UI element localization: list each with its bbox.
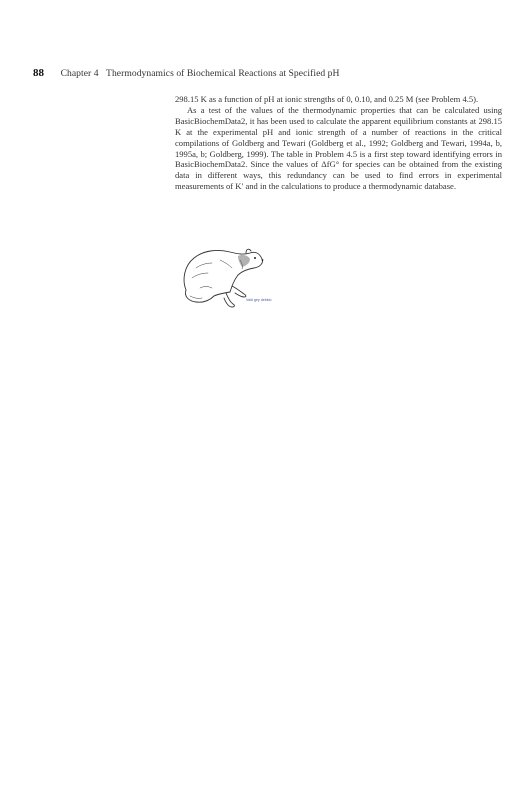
body-text bbox=[175, 94, 502, 192]
figure-caption: Vald gey debido bbox=[246, 298, 272, 302]
paragraph: As a test of the values of the thermodynamic properties that can be calculated using BasicBiochemData2, it has been used to calculate the apparent equilibrium constants at 298.15 K at the experimental pH and ionic strength of a number of reactions in the critical compilations of Goldberg and Tewari (Goldberg et al., 1992; Goldberg and Tewari, 1994a, b, 1995a, b; Goldberg, 1999). The table in Problem 4.5 is a first step toward identifying errors in BasicBiochemData2. Since the values of ΔfG° for species can be obtained from the existing data in different ways, this redundancy can be used to find errors in experimental measurements of K′ and in the calculations to produce a thermodynamic database. bbox=[175, 104, 502, 192]
chapter-label: Chapter 4 bbox=[60, 68, 99, 79]
running-head bbox=[33, 67, 503, 79]
page-number: 88 bbox=[33, 67, 45, 79]
chapter-title: Thermodynamics of Biochemical Reactions at Specified pH bbox=[106, 68, 340, 79]
paragraph-continued: 298.15 K as a function of pH at ionic strengths of 0, 0.10, and 0.25 M (see Problem 4.5). bbox=[175, 94, 479, 104]
